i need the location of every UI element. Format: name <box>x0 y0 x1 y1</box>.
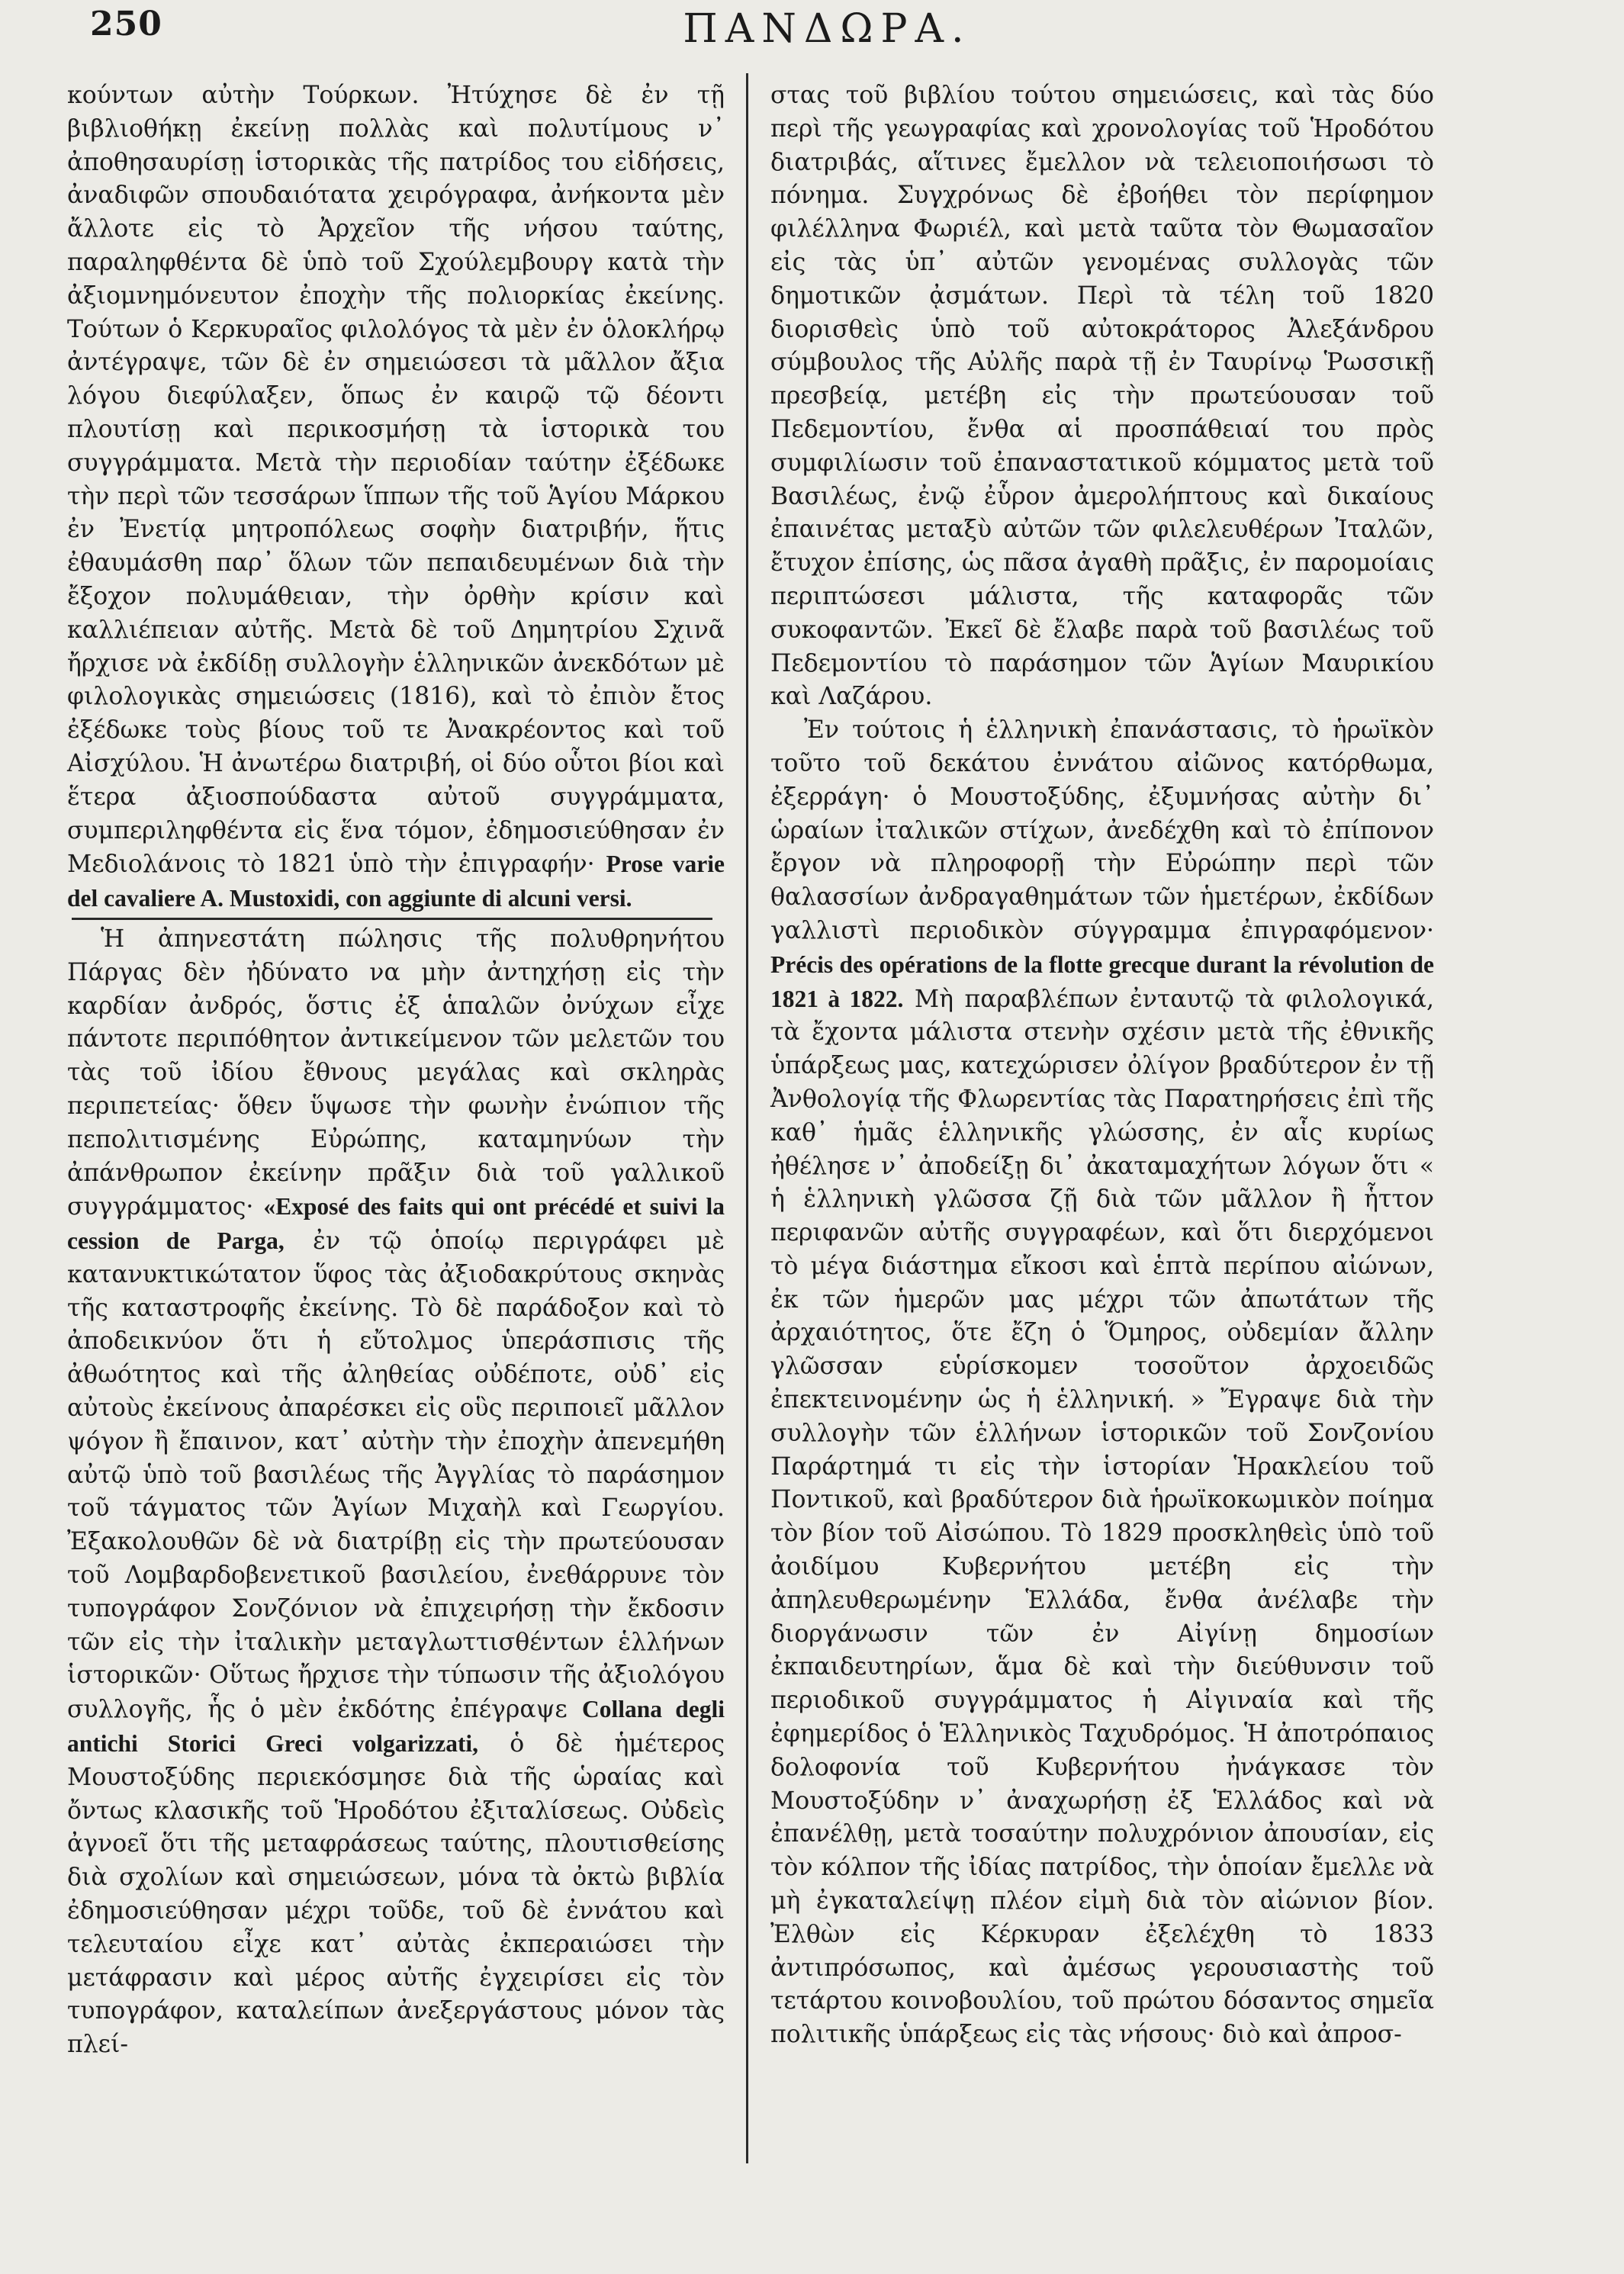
right-paragraph-2-latin-title: Précis des opérations de la flotte grecque durant la révolution de 1821 à 1822. <box>770 950 1434 1012</box>
right-paragraph-2 <box>770 714 1434 2052</box>
left-paragraph-1-greek: κούντων αὐτὴν Τούρκων. Ἠτύχησε δὲ ἐν τῇ βιβλιοθήκῃ ἐκείνῃ πολλὰς καὶ πολυτίμους ν᾽ ἀποθησαυρίσῃ ἱστορικὰς τῆς πατρίδος του εἰδήσεις, ἀναδιφῶν σπουδαιότατα χειρόγραφα, ἀνήκοντα μὲν ἄλλοτε εἰς τὸ Ἀρχεῖον τῆς νήσου ταύτης, παραληφθέντα δὲ ὑπὸ τοῦ Σχούλεμβουργ κατὰ τὴν ἀξιομνημόνευτον ἐποχὴν τῆς πολιορκίας ἐκείνης. Τούτων ὁ Κερκυραῖος φιλολόγος τὰ μὲν ἐν ὁλοκλήρῳ ἀντέγραψε, τῶν δὲ ἐν σημειώσεσι τὰ μᾶλλον ἄξια λόγου διεφύλαξεν, ὅπως ἐν καιρῷ τῷ δέοντι πλουτίσῃ καὶ περικοσμήσῃ τὰ ἱστορικὰ του συγγράμματα. Μετὰ τὴν περιοδίαν ταύτην ἐξέδωκε τὴν περὶ τῶν τεσσάρων ἵππων τῆς τοῦ Ἁγίου Μάρκου ἐν Ἐνετίᾳ μητροπόλεως σοφὴν διατριβήν, ἥτις ἐθαυμάσθη παρ᾽ ὅλων τῶν πεπαιδευμένων διὰ τὴν ἔξοχον πολυμάθειαν, τὴν ὀρθὴν κρίσιν καὶ καλλιέπειαν αὐτῆς. Μετὰ δὲ τοῦ Δημητρίου Σχινᾶ ἤρχισε νὰ ἐκδίδῃ συλλογὴν ἑλληνικῶν ἀνεκδότων μὲ φιλολογικὰς σημειώσεις (1816), καὶ τὸ ἐπιὸν ἔτος ἐξέδωκε τοὺς βίους τοῦ τε Ἀνακρέοντος καὶ τοῦ Αἰσχύλου. Ἡ ἀνωτέρω διατριβή, οἱ δύο οὗτοι βίοι καὶ ἕτερα ἀξιοσπούδαστα αὐτοῦ συγγράμματα, συμπεριληφθέντα εἰς ἕνα τόμον, ἐδημοσιεύθησαν ἐν Μεδιολάνοις τὸ 1821 ὑπὸ τὴν ἐπιγραφήν· <box>67 82 725 879</box>
page-number: 250 <box>90 5 162 43</box>
left-column <box>67 79 725 2062</box>
section-rule <box>72 918 712 920</box>
column-divider <box>746 73 748 2163</box>
left-paragraph-2 <box>67 923 725 2062</box>
left-paragraph-1-latin-title: Prose varie del cavaliere A. Mustoxidi, con aggiunte di alcuni versi. <box>67 851 725 912</box>
right-paragraph-2-greek-b: Μὴ παραβλέπων ἐνταυτῷ τὰ φιλολογικά, τὰ ἔχοντα μάλιστα στενὴν σχέσιν μετὰ τῆς ἐθνικῆς ὑπάρξεως μας, κατεχώρισεν ὀλίγον βραδύτερον ἐν τῇ Ἀνθολογίᾳ τῆς Φλωρεντίας τὰς Παρατηρήσεις ἐπὶ τῆς καθ᾽ ἡμᾶς ἑλληνικῆς γλώσσης, ἐν αἷς κυρίως ἠθέλησε ν᾽ ἀποδείξῃ δι᾽ ἀκαταμαχήτων λόγων ὅτι « ἡ ἑλληνικὴ γλῶσσα ζῇ διὰ τῶν μᾶλλον ἢ ἧττον περιφανῶν αὐτῆς συγγραφέων, καὶ ὅτι διερχόμενοι τὸ μέγα διάστημα εἴκοσι καὶ ἑπτὰ περίπου αἰώνων, ἐκ τῶν ἡμερῶν μας μέχρι τῶν ἀπωτάτων τῆς ἀρχαιότητος, ὅτε ἔζη ὁ Ὅμηρος, οὐδεμίαν ἄλλην γλῶσσαν εὑρίσκομεν τοσοῦτον ἀρχοειδῶς ἐπεκτεινομένην ὡς ἡ ἑλληνική. » Ἔγραψε διὰ τὴν συλλογὴν τῶν ἑλλήνων ἱστορικῶν τοῦ Σονζονίου Παράρτημά τι εἰς τὴν ἱστορίαν Ἡρακλείου τοῦ Ποντικοῦ, καὶ βραδύτερον διὰ ἡρωϊκοκωμικὸν ποίημα τὸν βίον τοῦ Αἰσώπου. Τὸ 1829 προσκληθεὶς ὑπὸ τοῦ ἀοιδίμου Κυβερνήτου μετέβη εἰς τὴν ἀπηλευθερωμένην Ἑλλάδα, ἔνθα ἀνέλαβε τὴν διοργάνωσιν τῶν ἐν Αἰγίνῃ δημοσίων ἐκπαιδευτηρίων, ἅμα δὲ καὶ τὴν διεύθυνσιν τοῦ περιοδικοῦ συγγράμματος ἡ Αἰγιναία καὶ τῆς ἐφημερίδος ὁ Ἑλληνικὸς Ταχυδρόμος. Ἡ ἀποτρόπαιος δολοφονία τοῦ Κυβερνήτου ἠνάγκασε τὸν Μουστοξύδην ν᾽ ἀναχωρήσῃ ἐξ Ἑλλάδος καὶ νὰ ἐπανέλθῃ, μετὰ τοσαύτην πολυχρόνιον ἀπουσίαν, εἰς τὸν κόλπον τῆς ἰδίας πατρίδος, τὴν ὁποίαν ἔμελλε νὰ μὴ ἐγκαταλείψῃ πλέον εἰμὴ διὰ τὸν αἰώνιον βίον. Ἐλθὼν εἰς Κέρκυραν ἐξελέχθη τὸ 1833 ἀντιπρόσωπος, καὶ ἀμέσως γερουσιαστὴς τοῦ τετάρτου κοινοβουλίου, τοῦ πρώτου δόσαντος σημεῖα πολιτικῆς ὑπάρξεως εἰς τὰς νήσους· διὸ καὶ ἀπροσ- <box>770 985 1434 2049</box>
left-paragraph-2-greek-b: ἐν τῷ ὁποίῳ περιγράφει μὲ κατανυκτικώτατον ὕφος τὰς ἀξιοδακρύτους σκηνὰς τῆς καταστροφῆς ἐκείνης. Τὸ δὲ παράδοξον καὶ τὸ ἀποδεικνύον ὅτι ἡ εὔτολμος ὑπεράσπισις τῆς ἀθωότητος καὶ τῆς ἀληθείας οὐδέποτε, οὐδ᾽ εἰς αὐτοὺς ἐκείνους ἀπαρέσκει εἰς οὓς περιποιεῖ μᾶλλον ψόγον ἢ ἔπαινον, κατ᾽ αὐτὴν τὴν ἐποχὴν ἀπενεμήθη αὐτῷ ὑπὸ τοῦ βασιλέως τῆς Ἀγγλίας τὸ παράσημον τοῦ τάγματος τῶν Ἁγίων Μιχαὴλ καὶ Γεωργίου. Ἐξακολουθῶν δὲ νὰ διατρίβῃ εἰς τὴν πρωτεύουσαν τοῦ Λομβαρδοβενετικοῦ βασιλείου, ἐνεθάρρυνε τὸν τυπογράφον Σονζόνιον νὰ ἐπιχειρήσῃ τὴν ἔκδοσιν τῶν εἰς τὴν ἰταλικὴν μεταγλωττισθέντων ἑλλήνων ἱστορικῶν· Οὕτως ἤρχισε τὴν τύπωσιν τῆς ἀξιολόγου συλλογῆς, ἧς ὁ μὲν ἐκδότης ἐπέγραψε <box>67 1227 725 1724</box>
right-column <box>770 79 1434 2052</box>
left-paragraph-2-greek-a: Ἡ ἀπηνεστάτη πώλησις τῆς πολυθρηνήτου Πάργας δὲν ἠδύνατο να μὴν ἀντηχήσῃ εἰς τὴν καρδίαν ἀνδρός, ὅστις ἐξ ἁπαλῶν ὀνύχων εἶχε πάντοτε περιπόθητον ἀντικείμενον τῶν μελετῶν του τὰς τοῦ ἰδίου ἔθνους μεγάλας καὶ σκληρὰς περιπετείας· ὅθεν ὕψωσε τὴν φωνὴν ἐνώπιον τῆς πεπολιτισμένης Εὐρώπης, καταμηνύων τὴν ἀπάνθρωπον ἐκείνην πρᾶξιν διὰ τοῦ γαλλικοῦ συγγράμματος· <box>67 925 725 1221</box>
left-paragraph-2-latin-title-2: Collana degli antichi Storici Greci volgarizzati, <box>67 1696 725 1758</box>
right-paragraph-1: στας τοῦ βιβλίου τούτου σημειώσεις, καὶ τὰς δύο περὶ τῆς γεωγραφίας καὶ χρονολογίας τοῦ Ἡροδότου διατριβάς, αἵτινες ἔμελλον νὰ τελειοποιήσωσι τὸ πόνημα. Συγχρόνως δὲ ἐβοήθει τὸν περίφημον φιλέλληνα Φωριέλ, καὶ μετὰ ταῦτα τὸν Θωμασαῖον εἰς τὰς ὑπ᾽ αὐτῶν γενομένας συλλογὰς τῶν δημοτικῶν ᾀσμάτων. Περὶ τὰ τέλη τοῦ 1820 διορισθεὶς ὑπὸ τοῦ αὐτοκράτορος Ἀλεξάνδρου σύμβουλος τῆς Αὐλῆς παρὰ τῇ ἐν Ταυρίνῳ Ῥωσσικῇ πρεσβείᾳ, μετέβη εἰς τὴν πρωτεύουσαν τοῦ Πεδεμοντίου, ἔνθα αἱ προσπάθειαί του πρὸς συμφιλίωσιν τοῦ ἐπαναστατικοῦ κόμματος μετὰ τοῦ Βασιλέως, ἐνῷ ἐὗρον ἀμερολήπτους καὶ δικαίους ἐπαινέτας μεταξὺ αὐτῶν τῶν φιλελευθέρων Ἰταλῶν, ἔτυχον ἐπίσης, ὡς πᾶσα ἀγαθὴ πρᾶξις, ἐν παρομοίαις περιπτώσεσι μάλιστα, τῆς καταφορᾶς τῶν συκοφαντῶν. Ἐκεῖ δὲ ἔλαβε παρὰ τοῦ βασιλέως τοῦ Πεδεμοντίου τὸ παράσημον τῶν Ἁγίων Μαυρικίου καὶ Λαζάρου. <box>770 82 1434 711</box>
left-paragraph-2-latin-title: «Exposé des faits qui ont précédé et suivi la cession de Parga, <box>67 1193 725 1255</box>
left-paragraph-1 <box>67 79 725 916</box>
right-paragraph-2-greek-a: Ἐν τούτοις ἡ ἑλληνικὴ ἐπανάστασις, τὸ ἡρωϊκὸν τοῦτο τοῦ δεκάτου ἐννάτου αἰῶνος κατόρθωμα, ἐξερράγη· ὁ Μουστοξύδης, ἐξυμνήσας αὐτὴν δι᾽ ὡραίων ἰταλικῶν στίχων, ἀνεδέχθη καὶ τὸ ἐπίπονον ἔργον νὰ πληροφορῇ τὴν Εὐρώπην περὶ τῶν θαλασσίων ἀνδραγαθημάτων τῶν ἡμετέρων, ἐκδίδων γαλλιστὶ περιοδικὸν σύγγραμμα ἐπιγραφόμενον· <box>770 716 1434 944</box>
running-title: ΠΑΝΔΩΡΑ. <box>683 6 972 52</box>
left-paragraph-2-greek-c: ὁ δὲ ἡμέτερος Μουστοξύδης περιεκόσμησε διὰ τῆς ὡραίας καὶ ὄντως κλασικῆς τοῦ Ἡροδότου ἐξιταλίσεως. Οὐδεὶς ἀγνοεῖ ὅτι τῆς μεταφράσεως ταύτης, πλουτισθείσης διὰ σχολίων καὶ σημειώσεων, μόνα τὰ ὀκτὼ βιβλία ἐδημοσιεύθησαν μέχρι τοῦδε, τοῦ δὲ ἐννάτου καὶ τελευταίου εἶχε κατ᾽ αὐτὰς ἐκπεραιώσει τὴν μετάφρασιν καὶ μέρος αὐτῆς ἐγχειρίσει εἰς τὸν τυπογράφον, καταλείπων ἀνεξεργάστους μόνον τὰς πλεί- <box>67 1730 725 2059</box>
